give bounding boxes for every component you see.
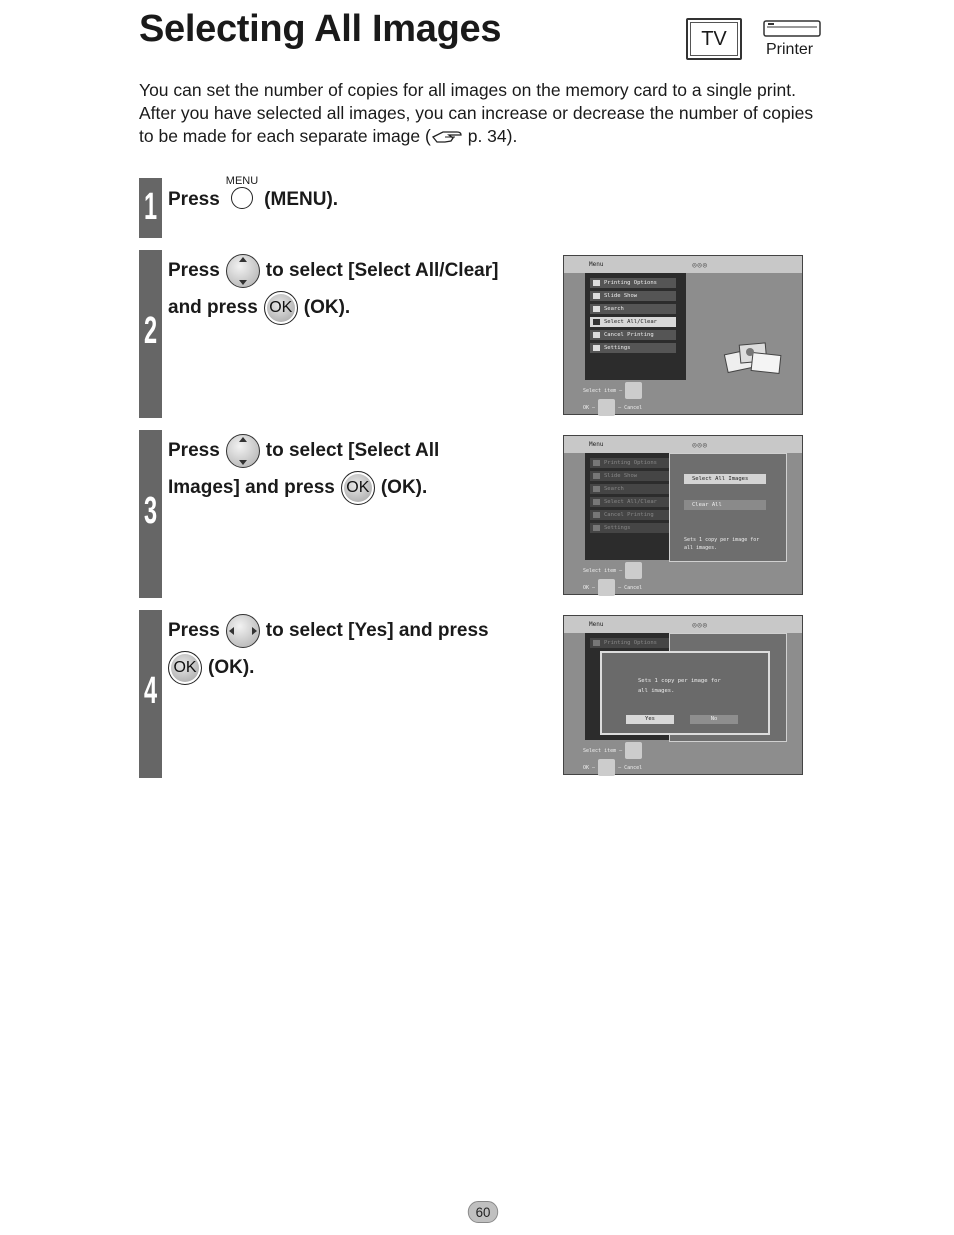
screen-menu-item: Slide Show (590, 291, 676, 301)
screenshot-menu (563, 255, 803, 415)
step-instruction (168, 432, 548, 506)
menu-button-icon (226, 175, 258, 209)
up-down-button-icon (226, 434, 260, 468)
dpad-icon (625, 742, 642, 759)
step-instruction (168, 612, 548, 686)
screen-options-panel (669, 453, 787, 562)
step-1 (139, 174, 811, 238)
menu-caption: MENU (225, 174, 259, 187)
screen-menu-item: Slide Show (590, 471, 676, 481)
screen-menu-item: Cancel Printing (590, 510, 676, 520)
screen-menu-item-selected: Select All/Clear (590, 317, 676, 327)
checkmark-icon (593, 319, 600, 325)
intro-line-1: You can set the number of copies for all images on the memory card to a single print. (139, 80, 796, 100)
pointing-hand-icon (431, 129, 463, 145)
screen-menu-label: Menu (589, 621, 604, 628)
screen-menu-item: Select All/Clear (590, 497, 676, 507)
screen-menu-item: Settings (590, 343, 676, 353)
step-instruction (168, 252, 548, 326)
confirm-dialog (600, 651, 770, 735)
dpad-icon (598, 399, 615, 416)
menu-label: (MENU). (264, 189, 339, 210)
screen-header (564, 616, 802, 633)
screen-header (564, 436, 802, 453)
dialog-no-button: No (690, 715, 738, 724)
tv-label: TV (701, 28, 727, 50)
settings-icon (593, 525, 600, 531)
tv-icon (686, 18, 742, 60)
screen-menu-label: Menu (589, 261, 604, 268)
step-2 (139, 250, 811, 418)
slideshow-icon (593, 473, 600, 479)
screen-footer: Select item — OK — — Cancel (583, 382, 642, 416)
step-number: 3 (143, 490, 158, 532)
up-down-button-icon (226, 254, 260, 288)
screen-menu-item: Printing Options (590, 278, 676, 288)
print-options-icon (593, 460, 600, 466)
screen-menu-item: Printing Options (590, 638, 676, 648)
cancel-icon (593, 332, 600, 338)
step-3 (139, 430, 811, 598)
dpad-icon (598, 579, 615, 596)
ok-button-icon: OK (341, 471, 375, 505)
screenshot-confirm (563, 615, 803, 775)
screen-menu-item: Printing Options (590, 458, 676, 468)
ok-label: (OK). (303, 297, 351, 318)
status-icons: ◎◎◎ (692, 261, 708, 269)
search-icon (593, 486, 600, 492)
press-label: Press (168, 440, 220, 461)
page-title: Selecting All Images (139, 8, 502, 50)
press-label: Press (168, 620, 220, 641)
status-icons: ◎◎◎ (692, 621, 708, 629)
left-right-button-icon (226, 614, 260, 648)
step-number: 1 (143, 186, 158, 228)
option-note: Sets 1 copy per image for all images. (684, 537, 760, 551)
screen-menu-item: Search (590, 484, 676, 494)
step-4 (139, 610, 811, 778)
screen-footer: Select item — OK — — Cancel (583, 562, 642, 596)
screen-footer: Select item — OK — — Cancel (583, 742, 642, 776)
cancel-icon (593, 512, 600, 518)
page-number: 60 (468, 1201, 498, 1223)
ok-label: (OK). (380, 477, 428, 498)
select-text: to select [Select All (265, 440, 440, 461)
screen-menu-item: Cancel Printing (590, 330, 676, 340)
status-icons: ◎◎◎ (692, 441, 708, 449)
search-icon (593, 306, 600, 312)
printer-label: Printer (766, 41, 814, 58)
intro-text (139, 79, 819, 148)
dpad-icon (625, 382, 642, 399)
step-number: 2 (143, 310, 158, 352)
print-options-icon (593, 280, 600, 286)
option-clear-all: Clear All (684, 500, 766, 510)
step-instruction (168, 174, 548, 218)
dpad-icon (625, 562, 642, 579)
dialog-yes-button: Yes (626, 715, 674, 724)
select-text: to select [Yes] and press (265, 620, 489, 641)
screen-menu-label: Menu (589, 441, 604, 448)
and-press-label: Images] and press (168, 477, 335, 498)
print-options-icon (593, 640, 600, 646)
ok-button-icon: OK (264, 291, 298, 325)
settings-icon (593, 345, 600, 351)
screenshot-select-all (563, 435, 803, 595)
option-select-all: Select All Images (684, 474, 766, 484)
screen-header (564, 256, 802, 273)
screen-menu-item: Search (590, 304, 676, 314)
printer-icon (763, 18, 821, 38)
select-text: to select [Select All/Clear] (265, 260, 499, 281)
slideshow-icon (593, 293, 600, 299)
intro-line-2: After you have selected all images, you can increase or decrease the number of copies to be made for each separate image ( p. 34). (139, 103, 814, 146)
ok-button-icon: OK (168, 651, 202, 685)
photos-illustration-icon (722, 338, 784, 376)
dialog-message: Sets 1 copy per image for all images. (638, 678, 721, 694)
screen-menu-item: Settings (590, 523, 676, 533)
step-number: 4 (143, 670, 158, 712)
ok-label: (OK). (208, 657, 255, 678)
press-label: Press (168, 260, 220, 281)
menu-dot (231, 187, 253, 209)
press-label: Press (168, 189, 220, 210)
dpad-icon (598, 759, 615, 776)
and-press-label: and press (168, 297, 258, 318)
checkmark-icon (593, 499, 600, 505)
screen-menu-list (585, 273, 686, 380)
